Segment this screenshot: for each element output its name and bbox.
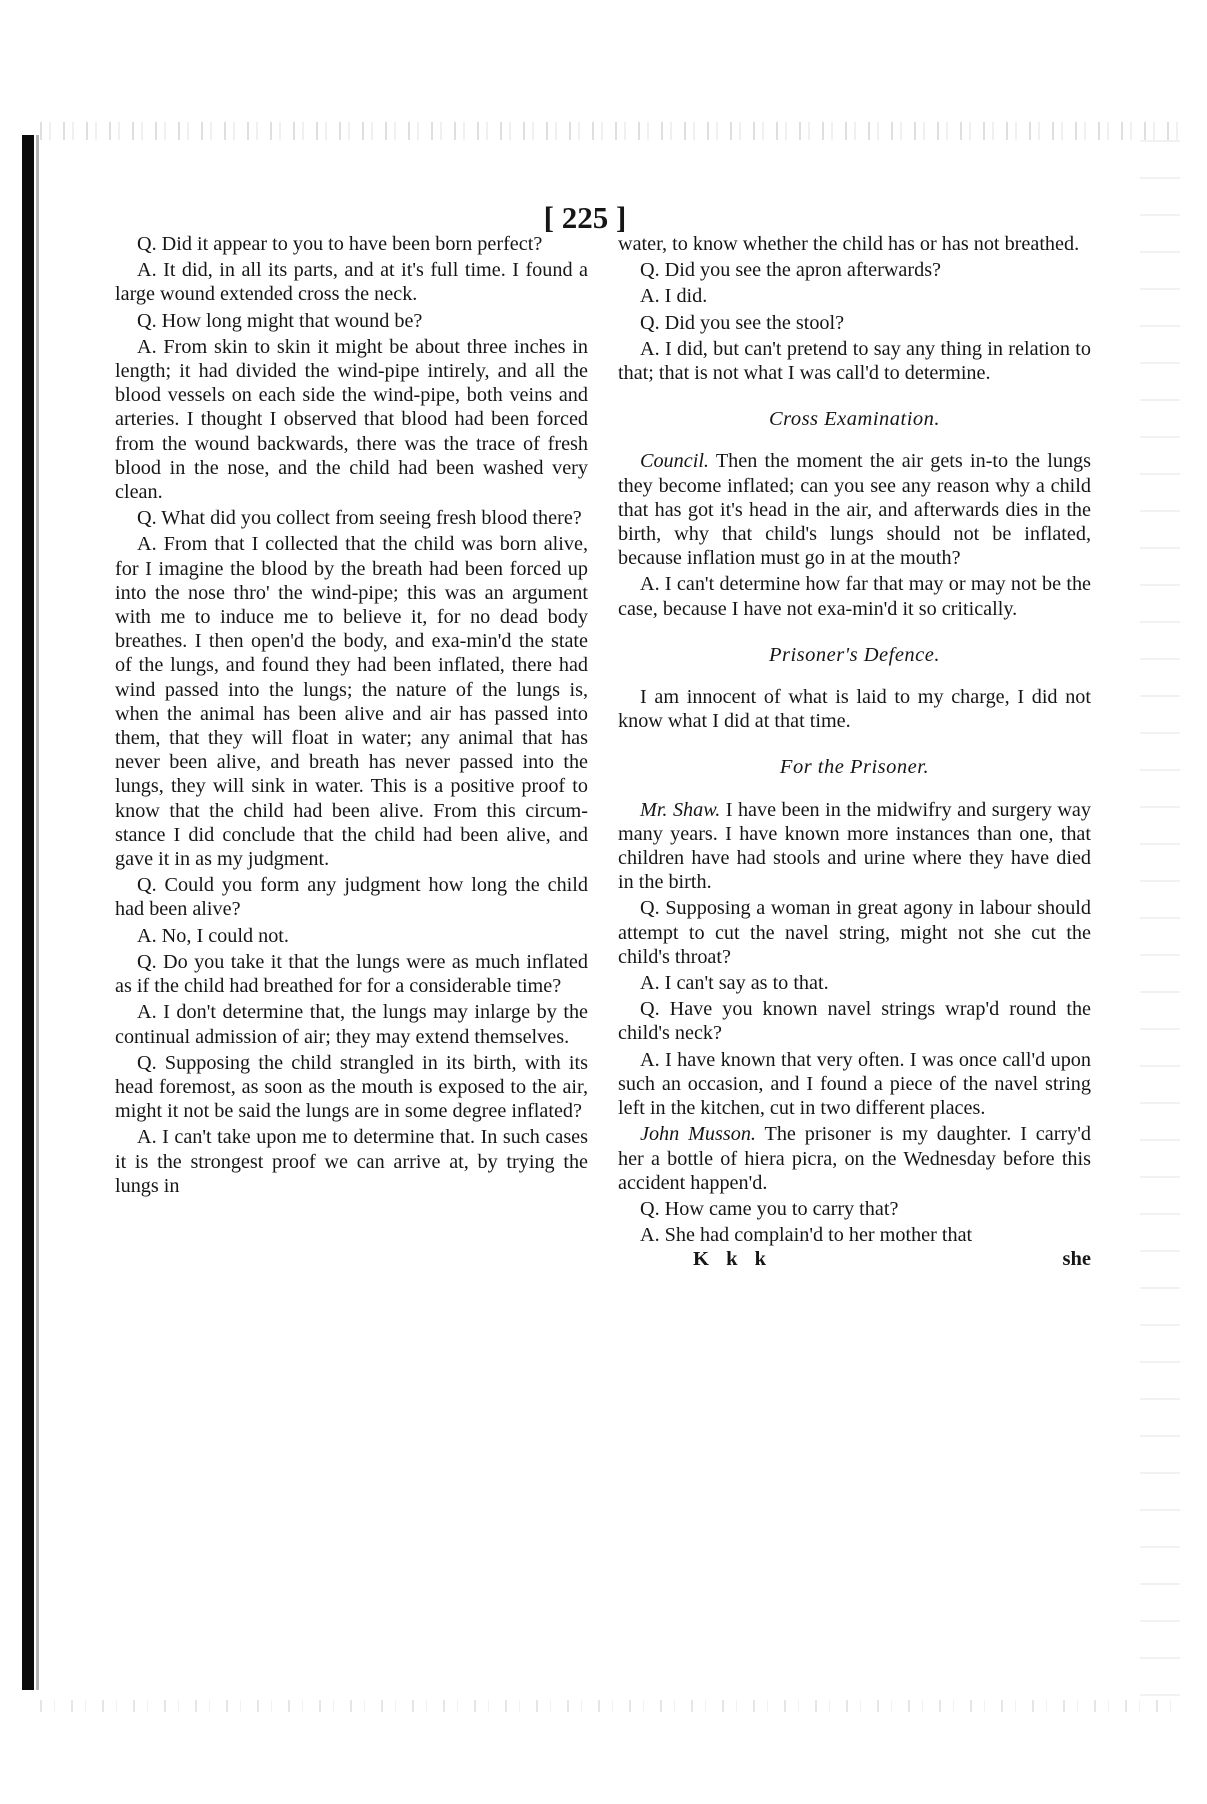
paragraph: Q. Have you known navel strings wrap'd round the child's neck? [618, 998, 1091, 1045]
page-footer [618, 1247, 1091, 1273]
paragraph: A. I did, but can't pretend to say any thing in relation to that; that is not what I was call'd to determine. [618, 337, 1091, 385]
paragraph: A. No, I could not. [137, 924, 289, 947]
speaker-label: Mr. Shaw. [640, 798, 721, 821]
left-column [115, 232, 588, 1200]
section-heading-for-the-prisoner: For the Prisoner. [779, 756, 930, 779]
paragraph: A. I can't determine how far that may or may not be the case, because I have not exa-min'd it so critically. [618, 573, 1091, 620]
paragraph: Q. What did you collect from seeing fresh blood there? [137, 507, 582, 530]
speaker-label: Council. [640, 450, 709, 473]
scan-noise-right [1140, 140, 1180, 1700]
page-number: [ 225 ] [543, 200, 627, 235]
paragraph: Q. Could you form any judgment how long the child had been alive? [115, 874, 588, 921]
paragraph-text: Then the moment the air gets in-to the lungs they become inflated; can you see any reason why a child that has got it's head in the air, and afterwards dies in the birth, why that child's lungs should not be inflated, because inflation must go in at the mouth? [618, 450, 1091, 570]
paragraph: Q. Did you see the apron afterwards? [640, 259, 942, 282]
paragraph: A. It did, in all its parts, and at it's full time. I found a large wound extended cross the neck. [115, 259, 588, 306]
paragraph: Q. Supposing a woman in great agony in labour should attempt to cut the navel string, might not she cut the child's throat? [618, 897, 1091, 968]
scan-noise-top [40, 122, 1180, 140]
paragraph-text: I have been in the midwifry and surgery way many years. I have known more instances than one, that children have had stools and urine where they have died in the birth. [618, 798, 1091, 894]
book-spine-edge [36, 135, 39, 1690]
speaker-label: John Musson. [640, 1123, 756, 1146]
scan-noise-bottom [40, 1700, 1180, 1712]
paragraph: water, to know whether the child has or has not breathed. [618, 233, 1080, 255]
right-column [618, 232, 1091, 1273]
paragraph [618, 798, 1091, 895]
paragraph: A. I did. [640, 285, 708, 308]
paragraph [618, 1122, 1091, 1195]
paragraph: Q. Did you see the stool? [640, 311, 845, 334]
paragraph: Q. Did it appear to you to have been born perfect? [137, 233, 543, 255]
paragraph: Q. How long might that wound be? [137, 309, 423, 332]
paragraph: A. I have known that very often. I was once call'd upon such an occasion, and I found a piece of the navel string left in the kitchen, cut in two different places. [618, 1048, 1091, 1120]
paragraph: A. I can't say as to that. [640, 972, 829, 995]
paragraph: Q. How came you to carry that? [640, 1197, 899, 1220]
paragraph-text: The prisoner is my daughter. I carry'd her a bottle of hiera picra, on the Wednesday before this accident happen'd. [618, 1123, 1092, 1194]
paragraph: Q. Do you take it that the lungs were as much inflated as if the child had breathed for for a considerable time? [115, 950, 588, 998]
book-spine-shadow [22, 135, 34, 1690]
paragraph: A. I don't determine that, the lungs may inlarge by the continual admission of air; they may extend themselves. [115, 1001, 588, 1048]
paragraph: A. I can't take upon me to determine that. In such cases it is the strongest proof we can arrive at, by trying the lungs in [115, 1126, 588, 1197]
paragraph: Q. Supposing the child strangled in its birth, with its head foremost, as soon as the mouth is exposed to the air, might it not be said the lungs are in some degree inflated? [115, 1051, 588, 1123]
paragraph: A. From that I collected that the child was born alive, for I imagine the blood by the breath had been forced up into the nose thro' the wind-pipe; this was an argument with me to induce me to believe it, for no dead body breathes. I then open'd the body, and exa-min'd the state of the lungs, and found they had been inflated, there had wind passed into the lungs; the nature of the lungs is, when the animal has been alive and air has passed into them, that they will float in water; any animal that has never been alive, and breath has never passed into the lungs, they will sink in water. This is a positive proof to know that the child had been alive. From this circum-stance I did conclude that the child had been alive, and gave it in as my judgment. [115, 533, 588, 871]
section-heading-cross-examination: Cross Examination. [768, 408, 941, 431]
section-heading-prisoners-defence: Prisoner's Defence. [768, 643, 940, 666]
catchword: she [1062, 1248, 1091, 1271]
paragraph: I am innocent of what is laid to my charge, I did not know what I did at that time. [618, 686, 1091, 733]
paragraph: A. She had complain'd to her mother that [640, 1224, 973, 1247]
paragraph: A. From skin to skin it might be about three inches in length; it had divided the wind-pipe intirely, and all the blood vessels on each side the wind-pipe, both veins and arteries. I thought I observed that blood had been forced from the wound backwards, there was the trace of fresh blood in the nose, and the child had been washed very clean. [115, 335, 588, 504]
paragraph [618, 449, 1091, 570]
signature-mark: K k k [693, 1248, 772, 1271]
